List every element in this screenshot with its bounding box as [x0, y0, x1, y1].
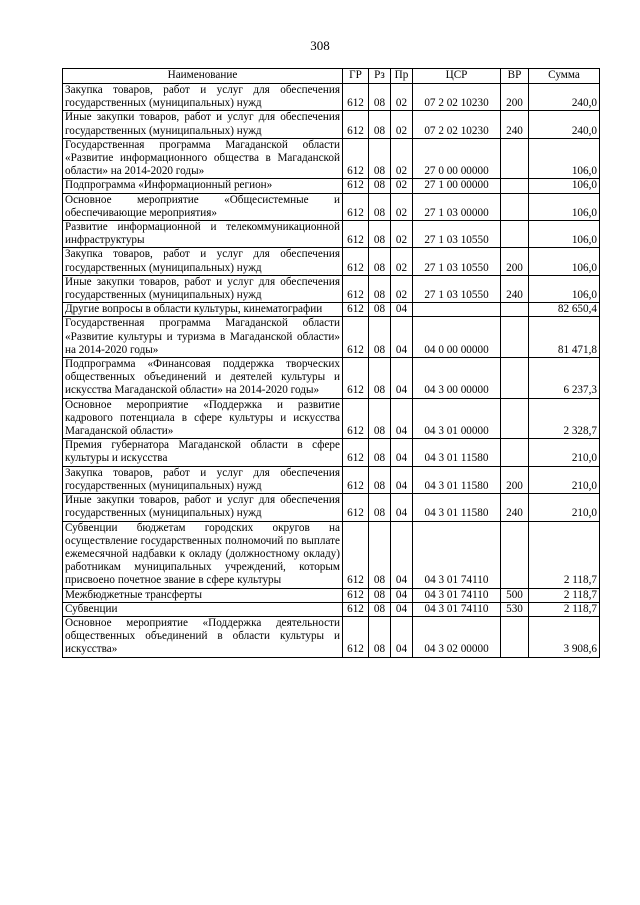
row-rz: 08: [369, 248, 391, 275]
row-pr: 04: [391, 303, 413, 317]
table-row: [63, 303, 600, 317]
row-vr: 200: [501, 84, 529, 111]
table-row: [63, 138, 600, 179]
row-name: Субвенции бюджетам городских округов на осуществление государственных полномочий по выплате ежемесячной надбавки к окладу (должностному окладу) работникам муниципальных учреждений, которым присвоено почетное звание в сфере культуры: [63, 521, 343, 588]
table-row: [63, 602, 600, 616]
row-csr: 04 3 01 74110: [413, 588, 501, 602]
table-row: [63, 221, 600, 248]
row-vr: [501, 398, 529, 439]
row-name: Подпрограмма «Информационный регион»: [63, 179, 343, 193]
row-name: Иные закупки товаров, работ и услуг для обеспечения государственных (муниципальных) нужд: [63, 111, 343, 138]
table-row: [63, 84, 600, 111]
row-rz: 08: [369, 193, 391, 220]
row-rz: 08: [369, 317, 391, 358]
row-csr: 04 3 01 11580: [413, 439, 501, 466]
table-row: [63, 275, 600, 302]
row-sum: 82 650,4: [529, 303, 600, 317]
row-gr: 612: [343, 84, 369, 111]
row-name: Закупка товаров, работ и услуг для обеспечения государственных (муниципальных) нужд: [63, 466, 343, 493]
row-sum: 106,0: [529, 275, 600, 302]
row-csr: 07 2 02 10230: [413, 84, 501, 111]
row-gr: 612: [343, 303, 369, 317]
row-gr: 612: [343, 616, 369, 657]
row-pr: 02: [391, 111, 413, 138]
row-vr: [501, 521, 529, 588]
row-sum: 2 118,7: [529, 602, 600, 616]
row-vr: 240: [501, 111, 529, 138]
row-pr: 02: [391, 193, 413, 220]
row-rz: 08: [369, 521, 391, 588]
row-name: Основное мероприятие «Поддержка и развитие кадрового потенциала в сфере культуры и искусства Магаданской области»: [63, 398, 343, 439]
row-name: Другие вопросы в области культуры, кинематографии: [63, 303, 343, 317]
row-pr: 04: [391, 494, 413, 521]
row-gr: 612: [343, 179, 369, 193]
row-pr: 02: [391, 179, 413, 193]
row-rz: 08: [369, 111, 391, 138]
row-gr: 612: [343, 317, 369, 358]
header-csr: ЦСР: [413, 69, 501, 84]
row-rz: 08: [369, 275, 391, 302]
row-csr: 04 0 00 00000: [413, 317, 501, 358]
row-vr: 240: [501, 494, 529, 521]
row-vr: [501, 138, 529, 179]
row-gr: 612: [343, 521, 369, 588]
row-name: Развитие информационной и телекоммуникационной инфраструктуры: [63, 221, 343, 248]
row-vr: [501, 179, 529, 193]
table-row: [63, 616, 600, 657]
row-gr: 612: [343, 138, 369, 179]
row-csr: 27 1 03 00000: [413, 193, 501, 220]
row-sum: 106,0: [529, 179, 600, 193]
row-vr: 200: [501, 466, 529, 493]
row-csr: 04 3 01 11580: [413, 494, 501, 521]
row-sum: 81 471,8: [529, 317, 600, 358]
row-pr: 04: [391, 317, 413, 358]
row-name: Премия губернатора Магаданской области в сфере культуры и искусства: [63, 439, 343, 466]
row-csr: 04 3 02 00000: [413, 616, 501, 657]
table-row: [63, 179, 600, 193]
row-name: Закупка товаров, работ и услуг для обеспечения государственных (муниципальных) нужд: [63, 248, 343, 275]
page-number: 308: [310, 38, 330, 53]
header-vr: ВР: [501, 69, 529, 84]
row-pr: 02: [391, 221, 413, 248]
row-sum: 6 237,3: [529, 358, 600, 399]
table-row: [63, 398, 600, 439]
row-csr: 04 3 01 00000: [413, 398, 501, 439]
table-row: [63, 494, 600, 521]
table-row: [63, 358, 600, 399]
row-pr: 02: [391, 84, 413, 111]
row-csr: [413, 303, 501, 317]
row-gr: 612: [343, 588, 369, 602]
row-sum: 210,0: [529, 494, 600, 521]
row-rz: 08: [369, 358, 391, 399]
row-rz: 08: [369, 602, 391, 616]
table-row: [63, 466, 600, 493]
row-sum: 2 328,7: [529, 398, 600, 439]
row-rz: 08: [369, 179, 391, 193]
header-pr: Пр: [391, 69, 413, 84]
row-rz: 08: [369, 588, 391, 602]
table-row: [63, 193, 600, 220]
table-row: [63, 439, 600, 466]
row-sum: 106,0: [529, 221, 600, 248]
header-sum: Сумма: [529, 69, 600, 84]
row-sum: 106,0: [529, 138, 600, 179]
row-sum: 106,0: [529, 248, 600, 275]
row-sum: 2 118,7: [529, 588, 600, 602]
row-pr: 04: [391, 521, 413, 588]
row-csr: 04 3 01 74110: [413, 602, 501, 616]
row-rz: 08: [369, 494, 391, 521]
row-rz: 08: [369, 466, 391, 493]
row-vr: 200: [501, 248, 529, 275]
row-vr: [501, 193, 529, 220]
row-csr: 27 1 00 00000: [413, 179, 501, 193]
row-gr: 612: [343, 111, 369, 138]
row-name: Иные закупки товаров, работ и услуг для обеспечения государственных (муниципальных) нужд: [63, 275, 343, 302]
row-sum: 240,0: [529, 84, 600, 111]
row-pr: 04: [391, 439, 413, 466]
row-gr: 612: [343, 466, 369, 493]
row-vr: [501, 358, 529, 399]
row-rz: 08: [369, 616, 391, 657]
row-gr: 612: [343, 275, 369, 302]
row-name: Межбюджетные трансферты: [63, 588, 343, 602]
header-name: Наименование: [63, 69, 343, 84]
row-csr: 27 1 03 10550: [413, 221, 501, 248]
row-pr: 02: [391, 275, 413, 302]
row-name: Субвенции: [63, 602, 343, 616]
row-csr: 04 3 01 11580: [413, 466, 501, 493]
row-gr: 612: [343, 602, 369, 616]
row-pr: 02: [391, 248, 413, 275]
row-sum: 3 908,6: [529, 616, 600, 657]
header-rz: Рз: [369, 69, 391, 84]
row-vr: [501, 616, 529, 657]
row-pr: 04: [391, 466, 413, 493]
budget-table: [62, 68, 600, 658]
row-name: Основное мероприятие «Общесистемные и обеспечивающие мероприятия»: [63, 193, 343, 220]
row-gr: 612: [343, 494, 369, 521]
row-sum: 210,0: [529, 466, 600, 493]
row-gr: 612: [343, 398, 369, 439]
row-name: Иные закупки товаров, работ и услуг для обеспечения государственных (муниципальных) нужд: [63, 494, 343, 521]
table-row: [63, 248, 600, 275]
row-name: Подпрограмма «Финансовая поддержка творческих общественных объединений и деятелей культуры и искусства Магаданской области» на 2014-2020 годы»: [63, 358, 343, 399]
header-gr: ГР: [343, 69, 369, 84]
row-pr: 04: [391, 398, 413, 439]
row-vr: 530: [501, 602, 529, 616]
row-pr: 02: [391, 138, 413, 179]
row-name: Закупка товаров, работ и услуг для обеспечения государственных (муниципальных) нужд: [63, 84, 343, 111]
row-csr: 07 2 02 10230: [413, 111, 501, 138]
row-rz: 08: [369, 303, 391, 317]
table-row: [63, 111, 600, 138]
row-vr: [501, 439, 529, 466]
row-vr: [501, 221, 529, 248]
row-sum: 240,0: [529, 111, 600, 138]
row-csr: 27 1 03 10550: [413, 248, 501, 275]
row-csr: 27 1 03 10550: [413, 275, 501, 302]
row-csr: 04 3 01 74110: [413, 521, 501, 588]
row-name: Государственная программа Магаданской области «Развитие информационного общества в Магаданской области» на 2014-2020 годы»: [63, 138, 343, 179]
row-rz: 08: [369, 138, 391, 179]
table-row: [63, 317, 600, 358]
table-header-row: [63, 69, 600, 84]
row-sum: 106,0: [529, 193, 600, 220]
row-pr: 04: [391, 616, 413, 657]
row-gr: 612: [343, 193, 369, 220]
row-pr: 04: [391, 588, 413, 602]
row-gr: 612: [343, 358, 369, 399]
row-vr: [501, 317, 529, 358]
table-row: [63, 521, 600, 588]
row-pr: 04: [391, 602, 413, 616]
row-vr: 500: [501, 588, 529, 602]
row-gr: 612: [343, 248, 369, 275]
row-rz: 08: [369, 221, 391, 248]
row-rz: 08: [369, 84, 391, 111]
row-gr: 612: [343, 221, 369, 248]
row-name: Основное мероприятие «Поддержка деятельности общественных объединений в области культуры и искусства»: [63, 616, 343, 657]
row-vr: [501, 303, 529, 317]
row-vr: 240: [501, 275, 529, 302]
row-rz: 08: [369, 398, 391, 439]
row-csr: 04 3 00 00000: [413, 358, 501, 399]
row-name: Государственная программа Магаданской области «Развитие культуры и туризма в Магаданской области» на 2014-2020 годы»: [63, 317, 343, 358]
row-gr: 612: [343, 439, 369, 466]
row-sum: 210,0: [529, 439, 600, 466]
row-csr: 27 0 00 00000: [413, 138, 501, 179]
row-pr: 04: [391, 358, 413, 399]
table-row: [63, 588, 600, 602]
row-sum: 2 118,7: [529, 521, 600, 588]
row-rz: 08: [369, 439, 391, 466]
